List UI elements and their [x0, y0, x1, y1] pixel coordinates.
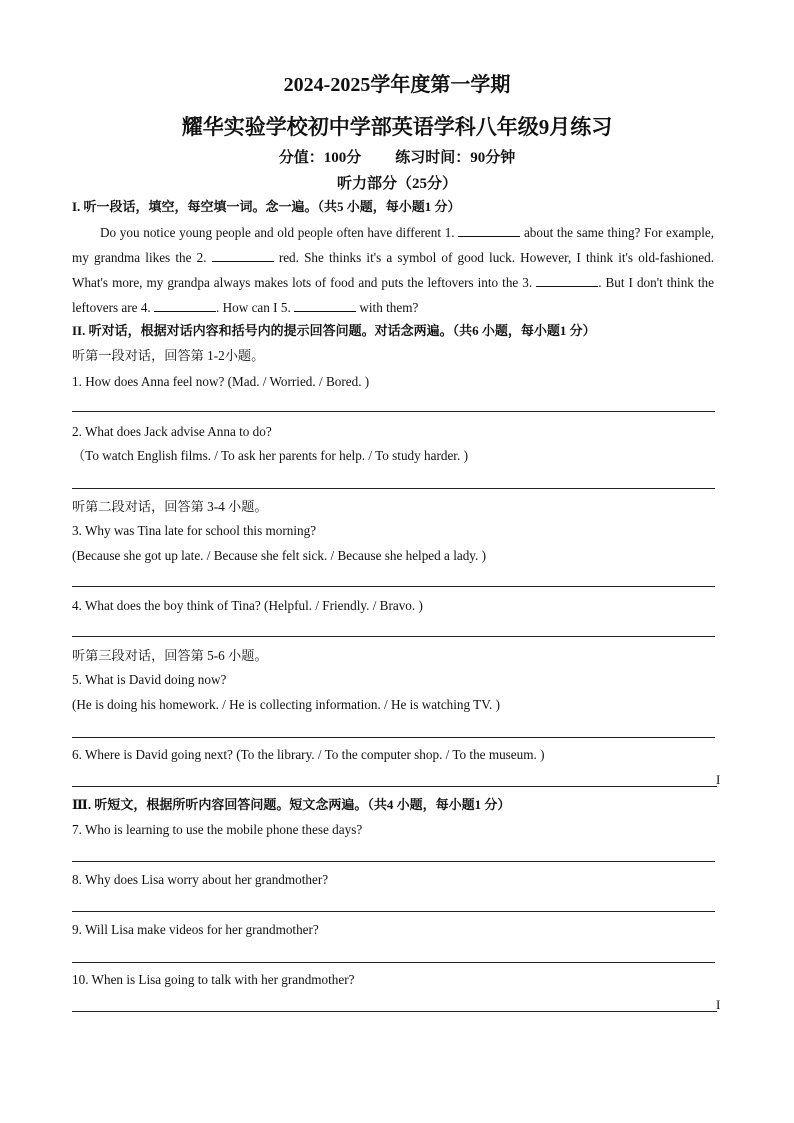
- answer-line-3[interactable]: [72, 586, 715, 587]
- dialog3-label: 听第三段对话，回答第 5-6 小题。: [72, 648, 268, 663]
- question-10: 10. When is Lisa going to talk with her grandmother?: [72, 972, 355, 987]
- question-2: 2. What does Jack advise Anna to do?: [72, 424, 272, 439]
- blank-5[interactable]: [294, 299, 356, 312]
- question-4: 4. What does the boy think of Tina? (Helpful. / Friendly. / Bravo. ): [72, 598, 423, 613]
- section1-heading: I. 听一段话，填空，每空填一词。念一遍。（共5 小题，每小题1 分）: [72, 199, 461, 214]
- question-3: 3. Why was Tina late for school this morning?: [72, 523, 317, 538]
- score-time-line: [0, 146, 794, 167]
- blank-4[interactable]: [154, 299, 216, 312]
- listening-part-title: 听力部分（25分）: [336, 176, 457, 192]
- section3-heading: Ⅲ. 听短文，根据所听内容回答问题。短文念两遍。（共4 小题，每小题1 分）: [72, 797, 511, 812]
- question-1: 1. How does Anna feel now? (Mad. / Worried. / Bored. ): [72, 374, 370, 389]
- blank-1[interactable]: [458, 224, 520, 237]
- answer-line-8[interactable]: [72, 911, 715, 912]
- question-2-hint: （To watch English films. / To ask her parents for help. / To study harder. ): [72, 448, 468, 463]
- blank-2[interactable]: [212, 249, 274, 262]
- question-5: 5. What is David doing now?: [72, 672, 227, 687]
- answer-line-10[interactable]: [72, 1011, 717, 1012]
- answer-line-5[interactable]: [72, 737, 715, 738]
- section1-passage: Do you notice young people and old people often have different 1. about the same thing? For example, my grandma likes the 2. red. She thinks it's a symbol of good luck. However, I think it's old-fashioned. What's more, my grandpa always makes lots of food and puts the leftovers into the 3. . But I don't think the leftovers are 4. . How can I 5. with them?: [72, 225, 715, 315]
- time-label: 练习时间：90分钟: [395, 150, 516, 166]
- answer-line-1[interactable]: [72, 411, 715, 412]
- section2-heading: II. 听对话，根据对话内容和括号内的提示回答问题。对话念两遍。（共6 小题，每小题1 分）: [72, 323, 596, 338]
- question-7: 7. Who is learning to use the mobile phone these days?: [72, 822, 363, 837]
- cursor-mark: I: [716, 772, 721, 787]
- cursor-mark-2: I: [716, 997, 721, 1012]
- question-6: 6. Where is David going next? (To the library. / To the computer shop. / To the museum. ): [72, 747, 545, 762]
- answer-line-6[interactable]: [72, 786, 717, 787]
- dialog2-label: 听第二段对话，回答第 3-4 小题。: [72, 499, 268, 514]
- exam-title: 耀华实验学校初中学部英语学科八年级9月练习: [181, 115, 613, 139]
- answer-line-4[interactable]: [72, 636, 715, 637]
- question-9: 9. Will Lisa make videos for her grandmother?: [72, 922, 319, 937]
- score-label: 分值：100分: [278, 150, 362, 166]
- dialog1-label: 听第一段对话，回答第 1-2小题。: [72, 348, 265, 363]
- answer-line-2[interactable]: [72, 488, 715, 489]
- question-3-hint: (Because she got up late. / Because she felt sick. / Because she helped a lady. ): [72, 548, 487, 563]
- answer-line-9[interactable]: [72, 962, 715, 963]
- question-5-hint: (He is doing his homework. / He is collecting information. / He is watching TV. ): [72, 697, 501, 712]
- blank-3[interactable]: [536, 274, 598, 287]
- semester-title: 2024-2025学年度第一学期: [283, 74, 511, 96]
- question-8: 8. Why does Lisa worry about her grandmother?: [72, 872, 329, 887]
- answer-line-7[interactable]: [72, 861, 715, 862]
